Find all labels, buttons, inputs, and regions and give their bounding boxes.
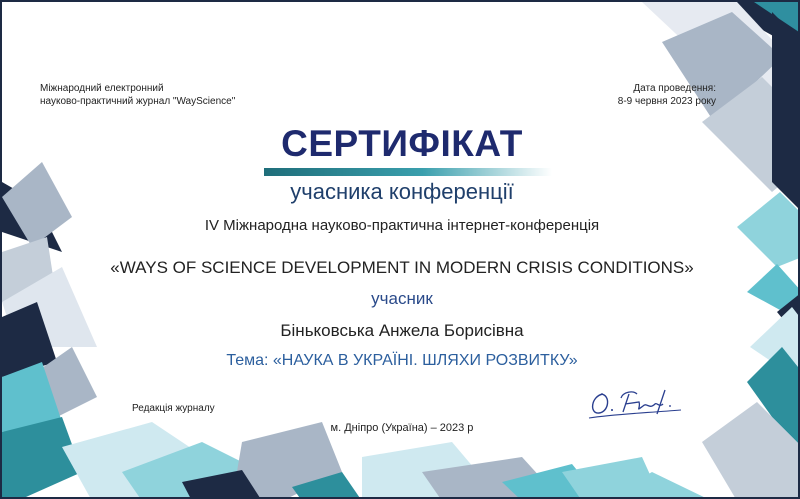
- journal-name: [40, 82, 235, 108]
- event-date: [618, 82, 716, 108]
- participant-name: Біньковська Анжела Борисівна: [280, 321, 524, 340]
- event-date-label: Дата проведення:: [633, 83, 716, 94]
- participant-role: учасник: [371, 289, 433, 308]
- certificate-subtitle: учасника конференції: [290, 179, 514, 204]
- city-year: м. Дніпро (Україна) – 2023 р: [330, 422, 474, 434]
- journal-line-2: науково-практичний журнал "WayScience": [40, 96, 236, 107]
- conference-name: «WAYS OF SCIENCE DEVELOPMENT IN MODERN CRISIS CONDITIONS»: [110, 258, 694, 277]
- certificate-title: СЕРТИФІКАТ: [281, 123, 523, 164]
- journal-line-1: Міжнародний електронний: [40, 83, 164, 94]
- title-underline: [264, 168, 552, 176]
- editorial-label: Редакція журналу: [132, 403, 215, 414]
- topic: Тема: «НАУКА В УКРАЇНІ. ШЛЯХИ РОЗВИТКУ»: [226, 352, 578, 369]
- event-date-value: 8-9 червня 2023 року: [617, 96, 716, 107]
- signature: [585, 380, 685, 420]
- conference-description: IV Міжнародна науково-практична інтернет-конференція: [204, 217, 600, 234]
- deco-shape: [562, 457, 662, 499]
